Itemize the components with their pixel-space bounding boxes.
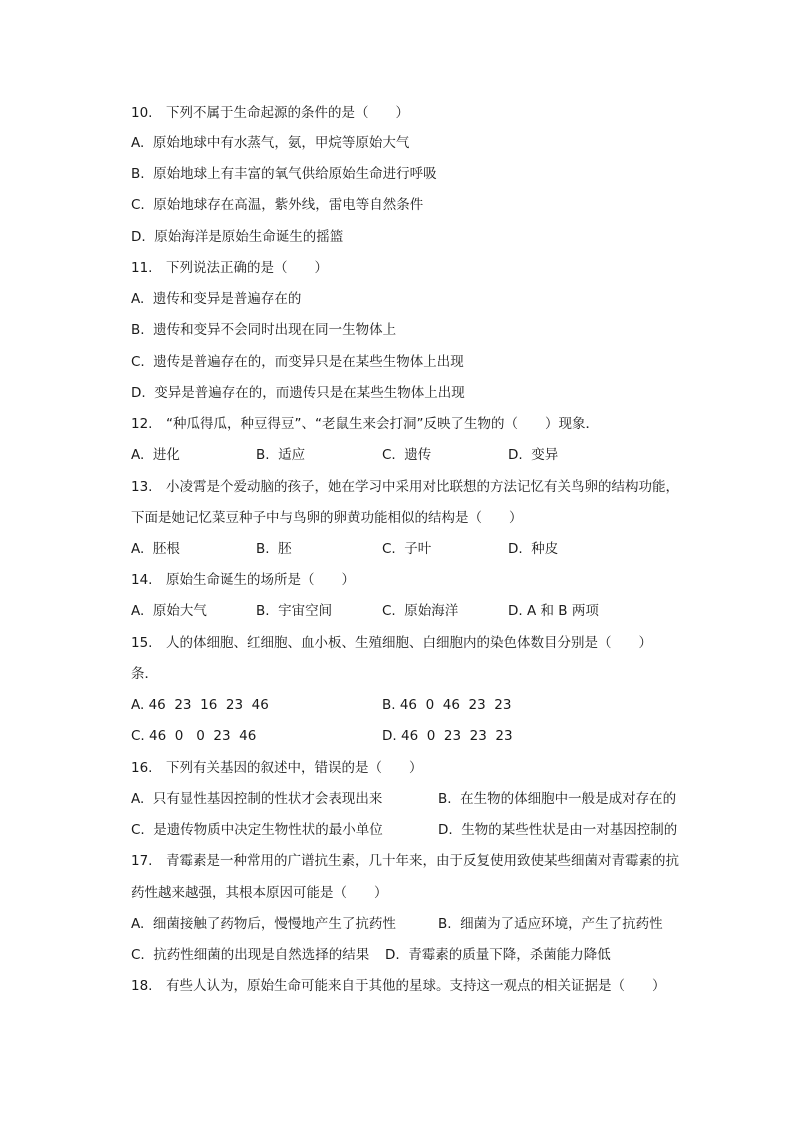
- question-15-option-d: D. 46 0 23 23 23: [382, 728, 513, 744]
- question-13-option-a: A. 胚根: [131, 541, 180, 557]
- question-13-stem-line-1: 13. 小凌霄是个爱动脑的孩子，她在学习中采用对比联想的方法记忆有关鸟卵的结构功能，: [131, 479, 679, 495]
- question-15-option-c: C. 46 0 0 23 46: [131, 728, 257, 744]
- question-16-option-c: C. 是遗传物质中决定生物性状的最小单位: [131, 822, 383, 838]
- question-12-option-c: C. 遗传: [382, 447, 432, 463]
- question-15-stem-line-1: 15. 人的体细胞、红细胞、血小板、生殖细胞、白细胞内的染色体数目分别是（ ）: [131, 635, 652, 651]
- question-10-option-c: C. 原始地球存在高温，紫外线，雷电等自然条件: [131, 197, 424, 213]
- question-12-stem: 12. “种瓜得瓜，种豆得豆”、“老鼠生来会打洞”反映了生物的（ ）现象．: [131, 416, 599, 432]
- question-10-option-d: D. 原始海洋是原始生命诞生的摇篮: [131, 229, 344, 245]
- question-17-option-b: B. 细菌为了适应环境，产生了抗药性: [438, 916, 663, 932]
- question-17-option-c: C. 抗药性细菌的出现是自然选择的结果: [131, 947, 370, 963]
- question-12-option-d: D. 变异: [508, 447, 559, 463]
- question-13-option-c: C. 子叶: [382, 541, 432, 557]
- question-17-option-a: A. 细菌接触了药物后，慢慢地产生了抗药性: [131, 916, 396, 932]
- question-15-option-b: B. 46 0 46 23 23: [382, 697, 512, 713]
- question-12-option-b: B. 适应: [256, 447, 306, 463]
- question-10-option-a: A. 原始地球中有水蒸气，氨，甲烷等原始大气: [131, 135, 410, 151]
- question-13-stem-line-2: 下面是她记忆菜豆种子中与鸟卵的卵黄功能相似的结构是（ ）: [131, 510, 523, 526]
- question-14-option-d: D. A 和 B 两项: [508, 603, 599, 619]
- question-13-option-b: B. 胚: [256, 541, 292, 557]
- question-14-option-c: C. 原始海洋: [382, 603, 459, 619]
- question-11-option-d: D. 变异是普遍存在的，而遗传只是在某些生物体上出现: [131, 385, 465, 401]
- question-14-stem: 14. 原始生命诞生的场所是（ ）: [131, 572, 355, 588]
- question-14-option-b: B. 宇宙空间: [256, 603, 333, 619]
- question-18-stem: 18. 有些人认为，原始生命可能来自于其他的星球。支持这一观点的相关证据是（ ）: [131, 978, 666, 994]
- question-16-option-d: D. 生物的某些性状是由一对基因控制的: [438, 822, 678, 838]
- question-17-stem-line-1: 17. 青霉素是一种常用的广谱抗生素，几十年来，由于反复使用致使某些细菌对青霉素的抗: [131, 853, 679, 869]
- question-11-option-a: A. 遗传和变异是普遍存在的: [131, 291, 302, 307]
- question-11-stem: 11. 下列说法正确的是（ ）: [131, 260, 328, 276]
- question-13-option-d: D. 种皮: [508, 541, 559, 557]
- question-16-stem: 16. 下列有关基因的叙述中，错误的是（ ）: [131, 760, 423, 776]
- question-17-stem-line-2: 药性越来越强，其根本原因可能是（ ）: [131, 885, 388, 901]
- question-14-option-a: A. 原始大气: [131, 603, 207, 619]
- question-15-stem-line-2: 条．: [131, 666, 158, 682]
- question-12-option-a: A. 进化: [131, 447, 180, 463]
- question-15-option-a: A. 46 23 16 23 46: [131, 697, 269, 713]
- question-11-option-b: B. 遗传和变异不会同时出现在同一生物体上: [131, 322, 397, 338]
- question-10-stem: 10. 下列不属于生命起源的条件的是（ ）: [131, 105, 409, 121]
- question-17-option-d: D. 青霉素的质量下降，杀菌能力降低: [385, 947, 611, 963]
- question-10-option-b: B. 原始地球上有丰富的氧气供给原始生命进行呼吸: [131, 166, 437, 182]
- question-11-option-c: C. 遗传是普遍存在的，而变异只是在某些生物体上出现: [131, 354, 464, 370]
- question-16-option-b: B. 在生物的体细胞中一般是成对存在的: [438, 791, 677, 807]
- question-16-option-a: A. 只有显性基因控制的性状才会表现出来: [131, 791, 383, 807]
